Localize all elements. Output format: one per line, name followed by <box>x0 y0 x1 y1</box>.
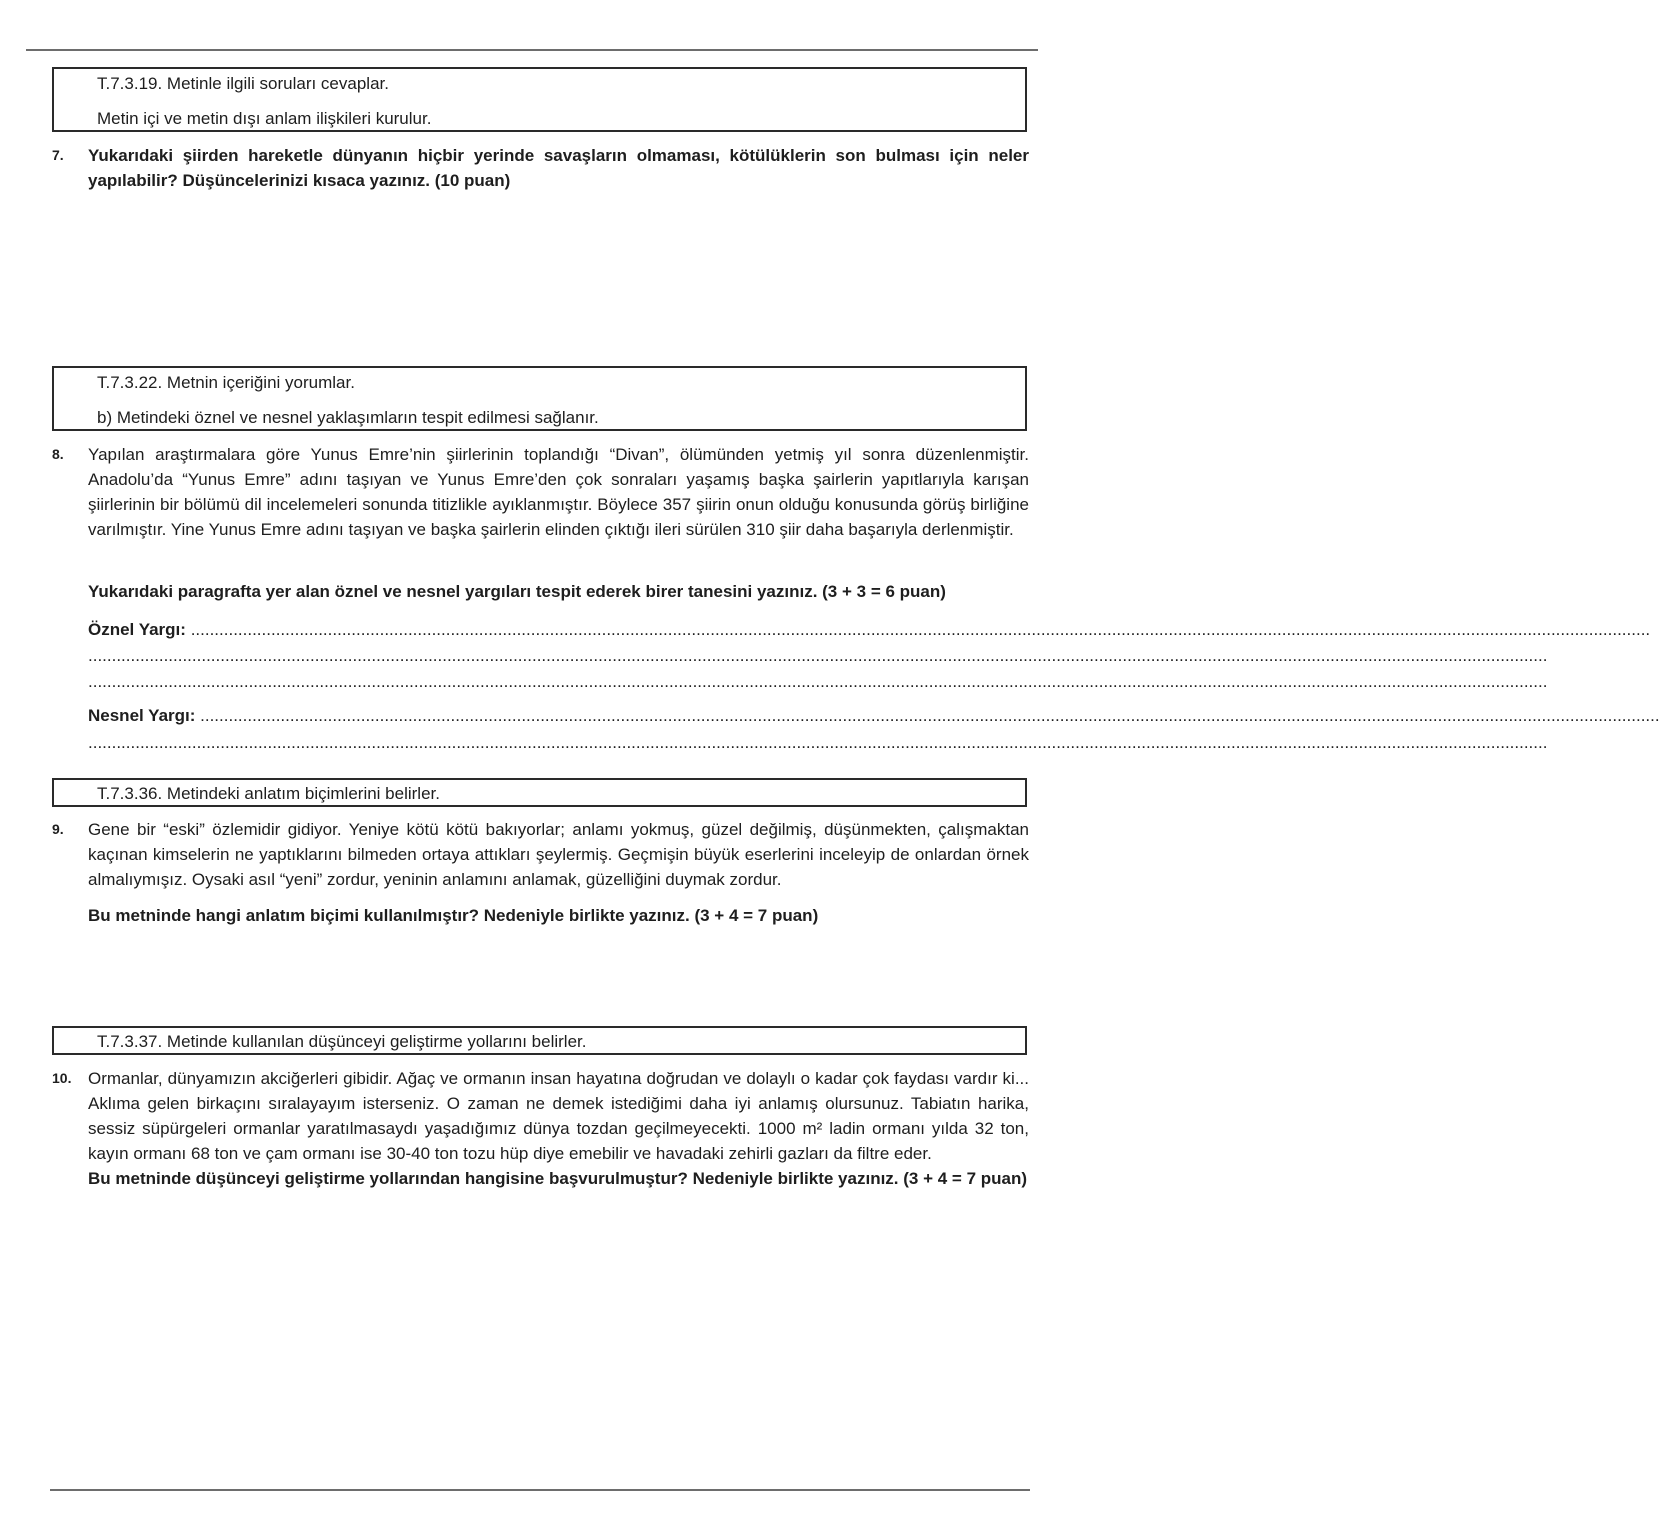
outcome-note: b) Metindeki öznel ve nesnel yaklaşımların tespit edilmesi sağlanır. <box>97 408 599 427</box>
outcome-box-t7322 <box>52 366 1027 431</box>
subjective-answer-line[interactable] <box>88 617 1651 642</box>
outcome-title: T.7.3.36. Metindeki anlatım biçimlerini belirler. <box>97 784 440 803</box>
question-number: 9. <box>52 821 64 837</box>
question-number: 7. <box>52 147 64 163</box>
outcome-title: T.7.3.22. Metnin içeriğini yorumlar. <box>97 373 355 392</box>
question-prompt: Bu metninde hangi anlatım biçimi kullanılmıştır? Nedeniyle birlikte yazınız. (3 + 4 = 7 puan) <box>88 906 819 925</box>
question-prompt: Bu metninde düşünceyi geliştirme yollarından hangisine başvurulmuştur? Nedeniyle birlikte yazınız. (3 + 4 = 7 puan) <box>88 1169 1028 1188</box>
subjective-answer-line-3[interactable] <box>88 669 1548 694</box>
answer-dots: ..................................................................................................................................................................................................................................................................................................................... <box>88 672 1548 691</box>
answer-dots: ..................................................................................................................................................................................................................................................................................................................... <box>200 706 1660 725</box>
answer-dots: ..................................................................................................................................................................................................................................................................................................................... <box>190 620 1651 639</box>
top-rule <box>26 49 1038 51</box>
question-7 <box>52 143 1029 193</box>
question-10 <box>52 1066 1029 1191</box>
objective-answer-line[interactable] <box>88 703 1660 728</box>
answer-dots: ..................................................................................................................................................................................................................................................................................................................... <box>88 646 1548 665</box>
question-passage: Ormanlar, dünyamızın akciğerleri gibidir. Ağaç ve ormanın insan hayatına doğrudan ve dolaylı o kadar çok faydası vardır ki... Aklıma gelen birkaçını sıralayayım isterseniz. O zaman ne demek istediğimi daha iyi anlamış olursunuz. Tabiatın harika, sessiz süpürgeleri ormanlar yaratılmasaydı yaşadığımız dünya tozdan geçilmeyecekti. 1000 m² ladin ormanı yılda 32 ton, kayın ormanı 68 ton ve çam ormanı ise 30-40 ton tozu hüp diye emebilir ve havadaki zehirli gazları da filtre eder. <box>88 1069 1029 1163</box>
question-number: 8. <box>52 446 64 462</box>
question-prompt: Yukarıdaki şiirden hareketle dünyanın hiçbir yerinde savaşların olmaması, kötülüklerin son bulması için neler yapılabilir? Düşüncelerinizi kısaca yazınız. (10 puan) <box>88 146 1029 190</box>
outcome-box-t7337 <box>52 1026 1027 1055</box>
objective-answer-line-2[interactable] <box>88 730 1548 755</box>
answer-dots: ..................................................................................................................................................................................................................................................................................................................... <box>88 733 1548 752</box>
question-number: 10. <box>52 1070 72 1086</box>
question-8 <box>52 442 1029 542</box>
subjective-answer-line-2[interactable] <box>88 643 1548 668</box>
outcome-note: Metin içi ve metin dışı anlam ilişkileri kurulur. <box>97 109 432 128</box>
outcome-box-t7319 <box>52 67 1027 132</box>
outcome-box-t7336 <box>52 778 1027 807</box>
question-8-prompt <box>88 579 1029 604</box>
question-9-prompt <box>88 903 1029 928</box>
subjective-label: Öznel Yargı: <box>88 620 186 639</box>
outcome-title: T.7.3.37. Metinde kullanılan düşünceyi geliştirme yollarını belirler. <box>97 1032 587 1051</box>
question-passage: Yapılan araştırmalara göre Yunus Emre’nin şiirlerinin toplandığı “Divan”, ölümünden yetmiş yıl sonra düzenlenmiştir. Anadolu’da “Yunus Emre” adını taşıyan ve Yunus Emre’den çok sonraları yaşamış başka şairlerin yapıtlarıyla karışan şiirlerinin bir bölümü dil incelemeleri sonunda titizlikle ayıklanmıştır. Böylece 357 şiirin onun olduğu konusunda görüş birliğine varılmıştır. Yine Yunus Emre adını taşıyan ve başka şairlerin elinden çıktığı ileri sürülen 310 şiir daha başarıyla derlenmiştir. <box>88 445 1029 539</box>
question-prompt: Yukarıdaki paragrafta yer alan öznel ve nesnel yargıları tespit ederek birer tanesini yazınız. (3 + 3 = 6 puan) <box>88 582 946 601</box>
outcome-title: T.7.3.19. Metinle ilgili soruları cevaplar. <box>97 74 389 93</box>
question-9 <box>52 817 1029 892</box>
objective-label: Nesnel Yargı: <box>88 706 196 725</box>
bottom-rule <box>50 1489 1030 1491</box>
question-passage: Gene bir “eski” özlemidir gidiyor. Yeniye kötü kötü bakıyorlar; anlamı yokmuş, güzel değilmiş, düşünmekten, çalışmaktan kaçınan kimselerin ne yaptıklarını bilmeden ortaya attıkları şeylermiş. Geçmişin büyük eserlerini inceleyip de onlardan örnek almalıymışız. Oysaki asıl “yeni” zordur, yeninin anlamını anlamak, güzelliğini duymak zordur. <box>88 820 1029 889</box>
